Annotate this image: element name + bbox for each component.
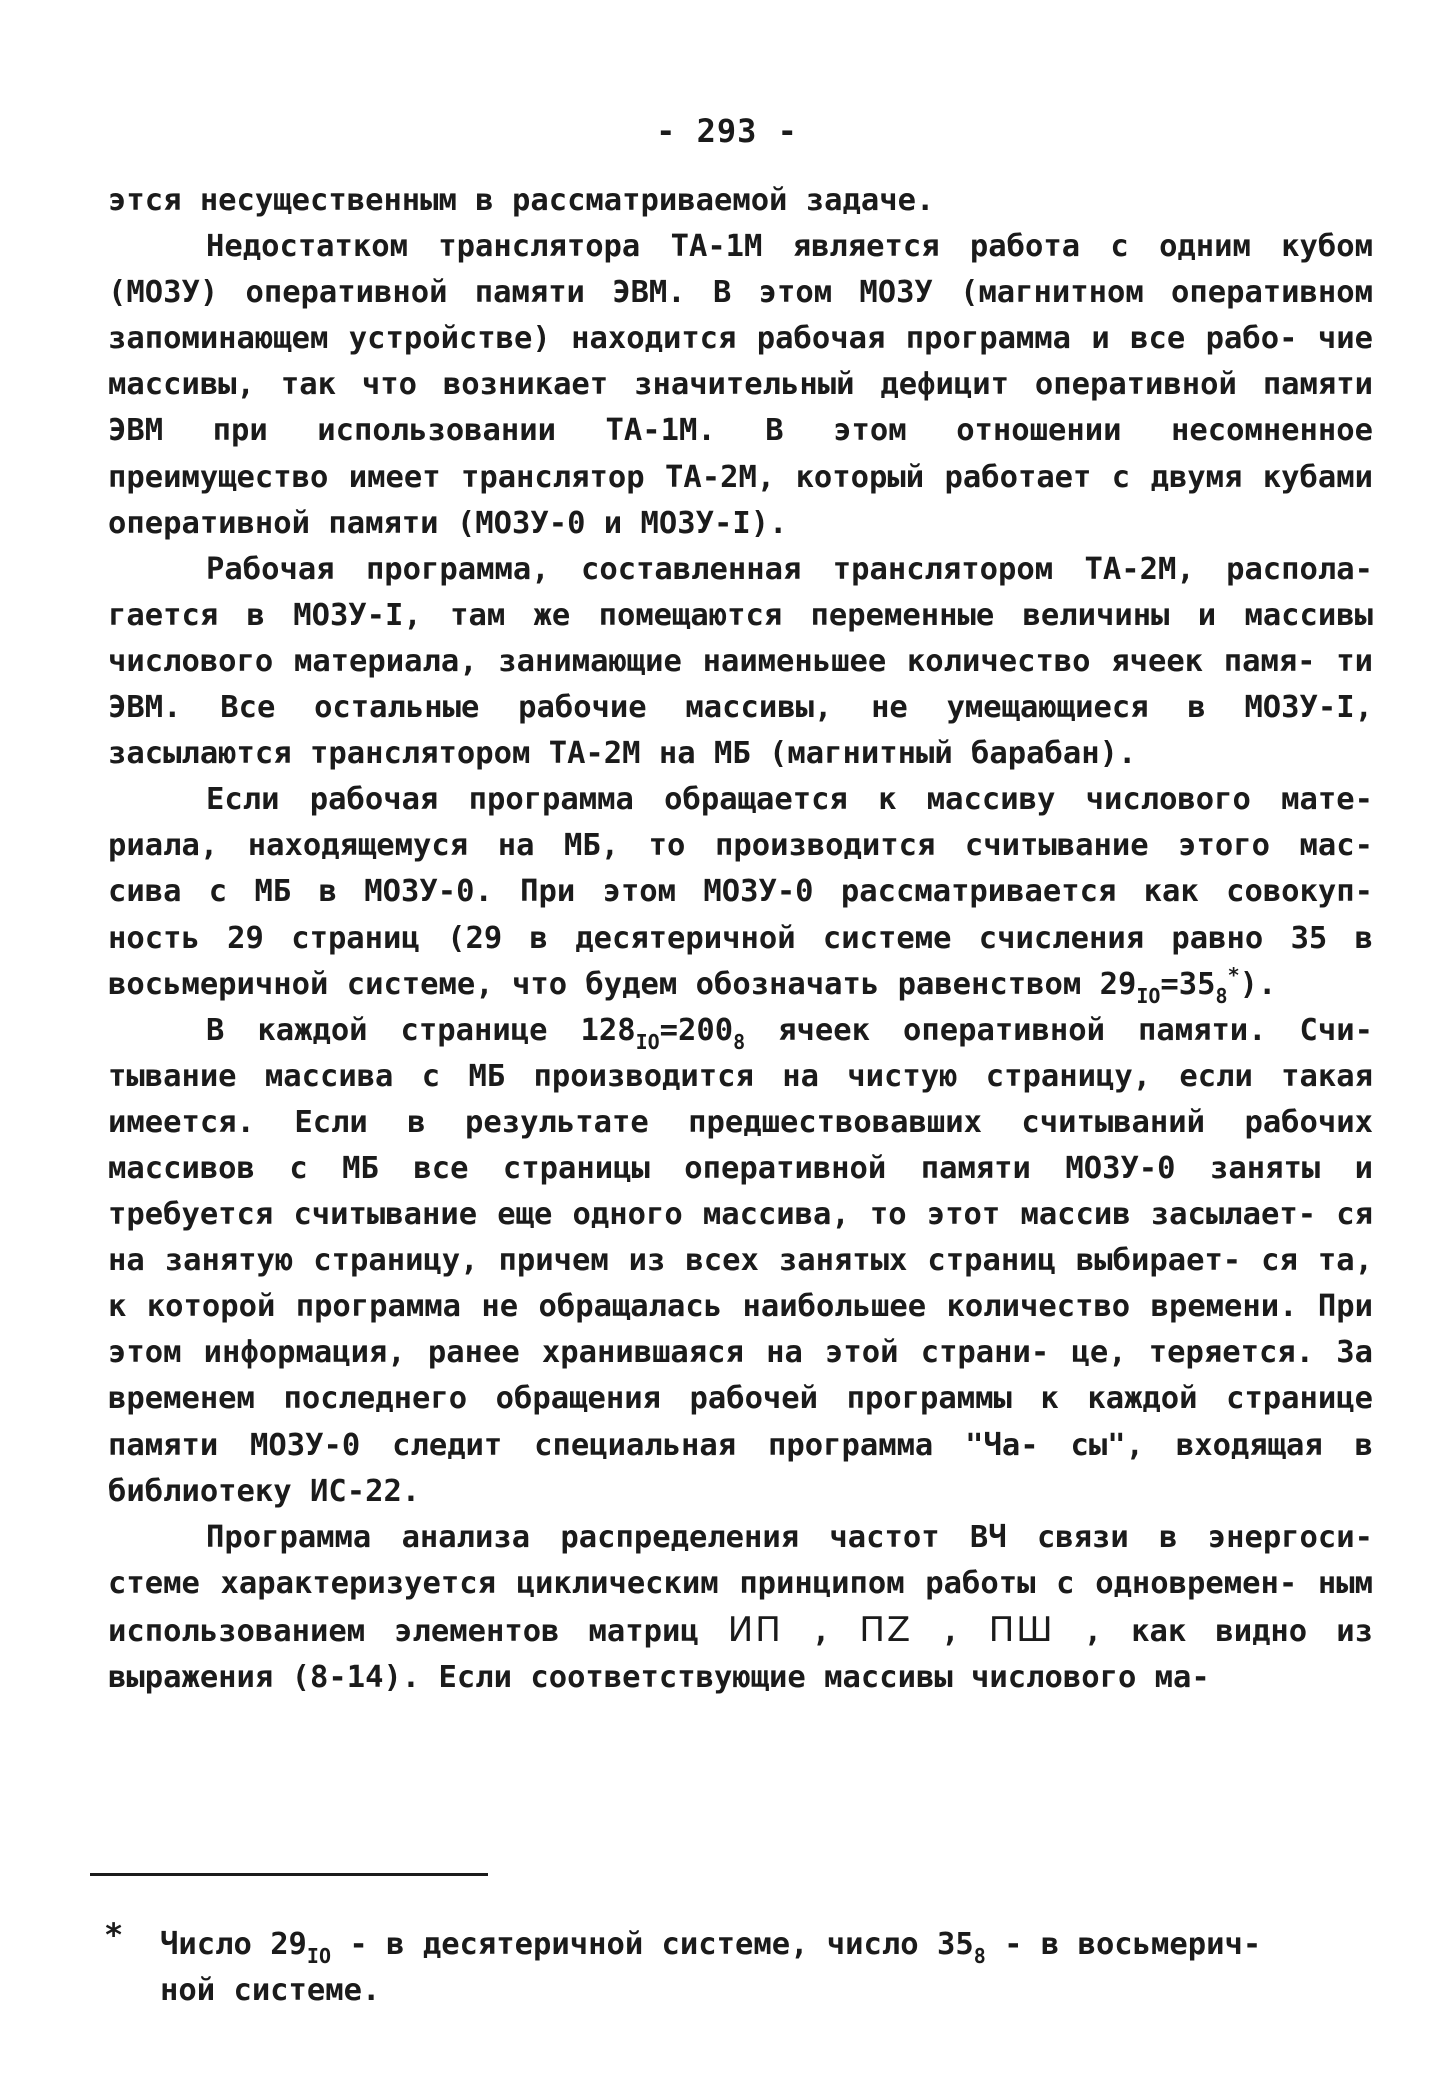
text-line: ся та, к которой программа не обращалась наибольшее количество: [108, 1243, 1373, 1325]
text-line: тывание массива с МБ производится на чистую страницу, если такая: [108, 1058, 1373, 1094]
matrix-ip: ИП: [727, 1609, 783, 1650]
text-line: сива с МБ в МОЗУ-0. При этом МОЗУ-0 рассматривается как совокуп-: [108, 874, 1373, 910]
text-line: из выражения (8-14). Если соответствующие массивы числового ма-: [108, 1613, 1373, 1695]
text-line: чие массивы, так что возникает значительный дефицит оперативной: [108, 321, 1373, 403]
footnote-mark: *: [104, 1916, 124, 1954]
footnote-line: ной системе.: [160, 1973, 381, 2009]
text-line: запоминающем устройстве) находится рабочая программа и все рабо-: [108, 321, 1298, 357]
text-line: числового материала, занимающие наименьшее количество ячеек памя-: [108, 643, 1316, 679]
text-line: сы", входящая в библиотеку ИС-22.: [108, 1427, 1373, 1509]
text-line: Программа анализа распределения частот ВЧ связи в энергоси-: [206, 1519, 1373, 1555]
matrix-psh: ПШ: [988, 1609, 1055, 1650]
matrix-pz: ПZ: [859, 1609, 913, 1650]
text-line: ность 29 страниц (29 в десятеричной системе счисления равно 35 в: [108, 920, 1373, 956]
text-line: восьмеричной системе, что будем обозначать равенством: [108, 966, 1082, 1002]
paragraph-translator-ta1m: [108, 224, 1373, 547]
body-text: [108, 178, 1373, 1701]
text-line: стеме характеризуется циклическим принципом работы с одновремен-: [108, 1565, 1298, 1601]
footnote-divider: [90, 1873, 488, 1876]
text-line: кубами оперативной памяти (МОЗУ-0 и МОЗУ-I).: [108, 459, 1373, 541]
footnote-line: Число $29_{IO}$ - в десятеричной системе, число $35_8$ - в восьмерич-: [160, 1927, 1262, 1968]
text-line: имеется. Если в результате предшествовавших считываний рабочих: [108, 1104, 1373, 1140]
text-line: к каждой странице памяти МОЗУ-0 следит специальная программа "Ча-: [108, 1381, 1373, 1463]
page-number: - 293 -: [656, 112, 798, 150]
text-line: риала, находящемуся на МБ, то производится считывание этого мас-: [108, 828, 1373, 864]
text-line: этся несущественным в рассматриваемой задаче.: [108, 183, 935, 218]
text-line: преимущество имеет транслятор ТА-2М, который работает с двумя: [108, 459, 1243, 495]
footnote-reference: *: [1227, 962, 1240, 987]
text-line: це, теряется. За временем последнего обращения рабочей программы: [108, 1335, 1373, 1417]
paragraph-array-reading: [108, 777, 1373, 1007]
text-line: ти ЭВМ. Все остальные рабочие массивы, не умещающиеся в МОЗУ-I,: [108, 643, 1373, 726]
paragraph-page-cells: В каждой странице $128_{IO}=200_8$ ячеек оперативной памяти. Счи- тывание массива с МБ производится на чистую страницу, если такая имеется. Если в результате предшествовавших считываний рабочих массивов с МБ все страницы оперативной памяти МОЗУ-0 заняты и требуется считывание еще одного массива, то этот массив засылает- ся на занятую страницу, причем из всех занятых страниц выбирает- ся та, к которой программа не обращалась наибольшее количество времени. При этом информация, ранее хранившаяся на этой страни- це, теряется. За временем последнего обращения рабочей программы к каждой странице памяти МОЗУ-0 следит специальная программа "Ча- сы", входящая в библиотеку ИС-22.: [108, 1012, 1373, 1509]
text-line: (МОЗУ) оперативной памяти ЭВМ. В этом МОЗУ (магнитном оперативном: [108, 275, 1373, 311]
text-line: требуется считывание еще одного массива, то этот массив засылает-: [108, 1197, 1317, 1233]
text-line: памяти ЭВМ при использовании ТА-1М. В этом отношении несомненное: [108, 367, 1373, 449]
paragraph-continuation: [108, 178, 1373, 224]
text-line: засылаются транслятором ТА-2М на МБ (магнитный барабан).: [108, 736, 1137, 772]
footnote-text: [160, 1922, 1373, 2014]
text-line: массивов с МБ все страницы оперативной памяти МОЗУ-0 заняты и: [108, 1150, 1373, 1186]
text-line: Если рабочая программа обращается к массиву числового мате-: [206, 782, 1373, 818]
text-line: ным использованием элементов матриц: [108, 1565, 1373, 1649]
text-line: гается в МОЗУ-I, там же помещаются переменные величины и массивы: [108, 597, 1373, 633]
text-line: Рабочая программа, составленная транслятором ТА-2М, распола-: [206, 551, 1373, 587]
text-line: ся на занятую страницу, причем из всех занятых страниц выбирает-: [108, 1197, 1373, 1279]
paragraph-working-program: [108, 547, 1373, 777]
text-line: времени. При этом информация, ранее хранившаяся на этой страни-: [108, 1289, 1373, 1371]
text-line: Недостатком транслятора ТА-1М является работа с одним кубом: [206, 229, 1373, 265]
equation: $29_{IO}=35_8^*$).: [1099, 962, 1277, 1008]
paragraph-frequency-analysis: Программа анализа распределения частот ВЧ связи в энергоси- стеме характеризуется циклическим принципом работы с одновремен- ным использованием элементов матриц ИП , ПZ , ПШ , как видно из выражения (8-14). Если соответствующие массивы числового ма-: [108, 1519, 1373, 1695]
